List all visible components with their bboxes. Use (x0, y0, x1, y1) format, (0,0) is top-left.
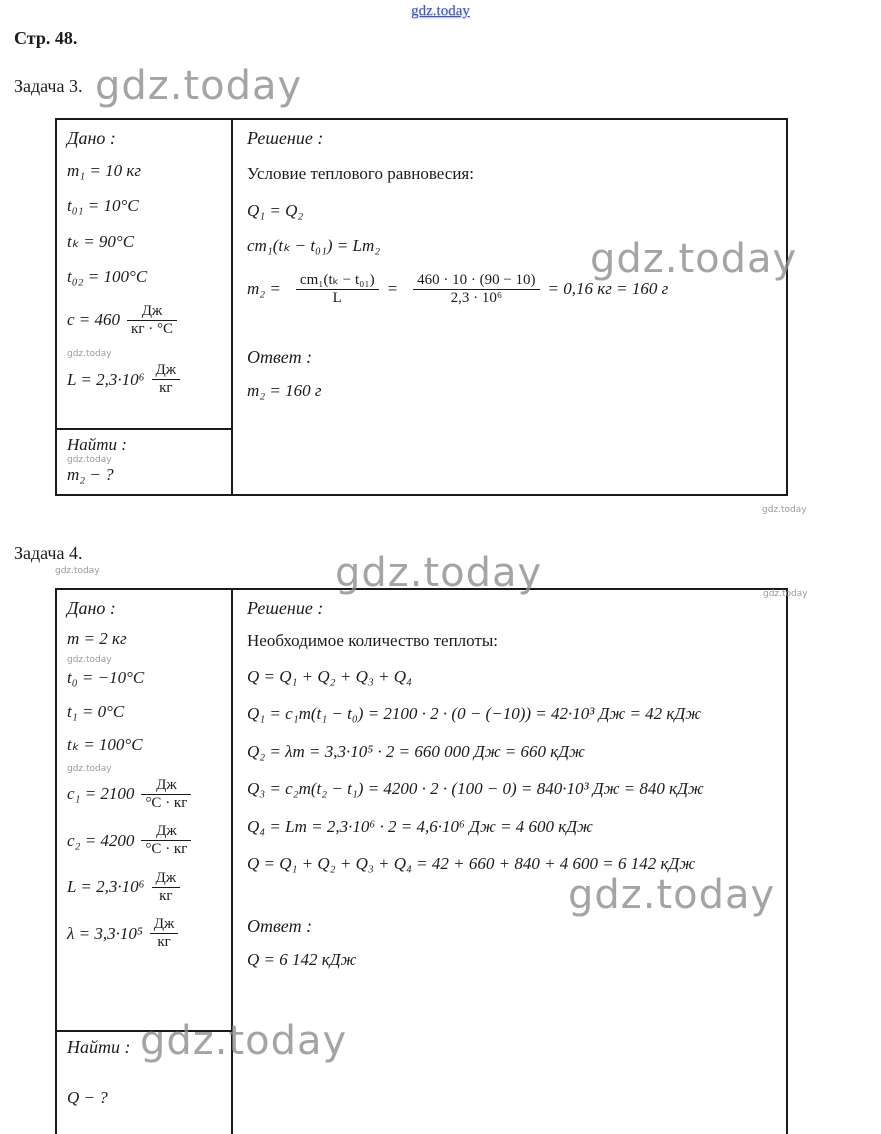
given-line-t02: t₀₂ = 100°C (67, 267, 148, 287)
problem-4-title: Задача 4. (14, 543, 83, 563)
equals-sign: = (386, 279, 399, 299)
fraction-numerator: Дж (156, 776, 177, 793)
unit-fraction (152, 362, 181, 398)
equation-5: Q₄ = Lm = 2,3·10⁶ · 2 = 4,6·10⁶ Дж = 4 600 кДж (247, 816, 593, 836)
given-line-c2 (67, 823, 221, 859)
equation-4: Q₃ = c₂m(t₂ − t₁) = 4200 · 2 · (100 − 0) = 840·10³ Дж = 840 кДж (247, 779, 704, 799)
formula-text: = 0,16 кг = 160 г (547, 279, 669, 299)
given-line-tk: tₖ = 90°C (67, 231, 135, 251)
given-line-t1: t₁ = 0°C (67, 701, 125, 721)
answer-label: Ответ : (247, 347, 313, 368)
fraction-numerator: Дж (153, 916, 175, 933)
equation-3 (247, 272, 772, 308)
solution-label: Решение : (247, 128, 324, 148)
formula-text: L = 2,3·10⁶ (67, 369, 145, 389)
given-line-c1 (67, 777, 221, 813)
formula-text: m₂ = (247, 279, 281, 299)
fraction-denominator: кг (152, 379, 181, 397)
unit-fraction (152, 870, 181, 906)
formula-text: L = 2,3·10⁶ (67, 877, 145, 897)
problem-3-given-column (57, 120, 233, 494)
watermark-small: gdz.today (67, 763, 112, 774)
given-line-m1: m₁ = 10 кг (67, 161, 141, 180)
equation-1: Q = Q₁ + Q₂ + Q₃ + Q₄ (247, 667, 412, 686)
given-line-tk: tₖ = 100°C (67, 735, 143, 755)
given-label: Дано : (67, 598, 116, 618)
unit-fraction (141, 823, 191, 859)
watermark-small: gdz.today (67, 455, 112, 465)
unit-fraction (141, 777, 191, 813)
watermark-large: gdz.today (568, 872, 776, 918)
find-section (57, 1030, 231, 1134)
watermark-small: gdz.today (763, 589, 808, 599)
given-line-m: m = 2 кг (67, 629, 127, 648)
watermark-small: gdz.today (67, 349, 112, 360)
fraction-numerator: Дж (141, 302, 163, 319)
fraction-numerator: Дж (155, 362, 177, 379)
problem-3-table (55, 118, 788, 496)
given-line-L (67, 870, 221, 906)
given-line-lambda (67, 916, 221, 952)
watermark-small: gdz.today (67, 655, 112, 666)
watermark-large: gdz.today (95, 63, 303, 109)
fraction-denominator: кг (150, 933, 179, 951)
unit-fraction (150, 916, 179, 952)
fraction-denominator: °C · кг (141, 840, 191, 858)
given-line-t01: t₀₁ = 10°C (67, 196, 139, 216)
watermark-large: gdz.today (140, 1018, 348, 1064)
problem-4-given-column (57, 590, 233, 1134)
watermark-small: gdz.today (762, 505, 807, 515)
formula-text: c = 460 (67, 310, 121, 330)
watermark-large: gdz.today (335, 550, 543, 596)
given-label: Дано : (67, 128, 116, 148)
find-value: Q − ? (67, 1088, 108, 1107)
given-section (57, 120, 231, 428)
find-value: m₂ − ? (67, 465, 114, 484)
fraction-denominator: кг (152, 887, 181, 905)
given-section (57, 590, 231, 1030)
fraction-numerator: Дж (156, 823, 177, 840)
find-label: Найти : (67, 435, 127, 454)
fraction (296, 272, 379, 308)
given-line-L (67, 362, 221, 398)
formula-text: c₁ = 2100 (67, 784, 135, 804)
solution-intro: Условие теплового равновесия: (247, 164, 474, 183)
problem-3-title: Задача 3. (14, 76, 83, 96)
formula-text: λ = 3,3·10⁵ (67, 923, 143, 943)
problem-4-solution-column (233, 590, 786, 1134)
unit-fraction (127, 303, 177, 339)
solution-label: Решение : (247, 598, 324, 618)
fraction (413, 272, 539, 308)
page-number-heading: Стр. 48. (14, 28, 78, 48)
answer-value: Q = 6 142 кДж (247, 950, 357, 970)
problem-4-table (55, 588, 788, 1134)
fraction-denominator: L (296, 289, 379, 307)
find-section (57, 428, 231, 494)
watermark-large: gdz.today (590, 236, 798, 282)
given-line-c (67, 303, 221, 339)
equation-6: Q = Q₁ + Q₂ + Q₃ + Q₄ = 42 + 660 + 840 + 4 600 = 6 142 кДж (247, 853, 696, 873)
find-label: Найти : (67, 1037, 131, 1057)
given-line-t0: t₀ = −10°C (67, 668, 145, 688)
equation-3: Q₂ = λm = 3,3·10⁵ · 2 = 660 000 Дж = 660 кДж (247, 741, 585, 761)
fraction-numerator: 460 · 10 · (90 − 10) (417, 271, 536, 288)
equation-2: Q₁ = c₁m(t₁ − t₀) = 2100 · 2 · (0 − (−10)) = 42·10³ Дж = 42 кДж (247, 704, 702, 724)
equation-1: Q₁ = Q₂ (247, 201, 304, 220)
site-watermark-link[interactable]: gdz.today (411, 3, 470, 19)
fraction-denominator: кг · °C (127, 320, 177, 338)
fraction-numerator: cm₁(tₖ − t₀₁) (299, 271, 375, 288)
solution-intro: Необходимое количество теплоты: (247, 631, 499, 650)
watermark-small: gdz.today (55, 566, 100, 576)
answer-label: Ответ : (247, 916, 313, 937)
formula-text: c₂ = 4200 (67, 830, 135, 850)
fraction-numerator: Дж (155, 869, 177, 886)
fraction-denominator: °C · кг (141, 794, 191, 812)
answer-value: m₂ = 160 г (247, 381, 322, 401)
fraction-denominator: 2,3 · 10⁶ (413, 289, 539, 307)
problem-3-solution-column (233, 120, 786, 494)
equation-2: cm₁(tₖ − t₀₁) = Lm₂ (247, 236, 381, 256)
